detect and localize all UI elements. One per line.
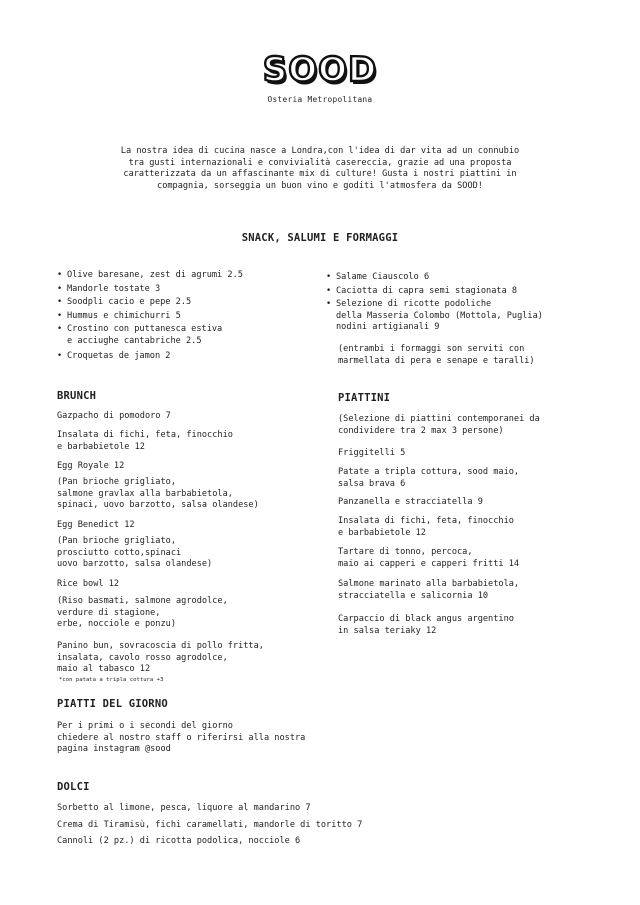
menu-item: Tartare di tonno, percoca, maio ai capperi e capperi fritti 14 <box>338 547 520 569</box>
list-item: • Soodpli cacio e pepe 2.5 <box>57 297 317 309</box>
piatti-del-giorno-title: PIATTI DEL GIORNO <box>57 698 168 710</box>
snack-right-list <box>326 272 596 336</box>
list-item: • Mandorle tostate 3 <box>57 284 317 296</box>
menu-item: (Pan brioche grigliato, prosciutto cotto,spinaci uovo barzotto, salsa olandese) <box>57 536 213 569</box>
menu-item: Crema di Tiramisù, fichi caramellati, mandorle di toritto 7 <box>57 820 363 830</box>
menu-item: Gazpacho di pomodoro 7 <box>57 411 171 421</box>
menu-item: Egg Benedict 12 <box>57 520 135 530</box>
list-item: • Crostino con puttanesca estiva e acciughe cantabriche 2.5 <box>57 324 317 347</box>
menu-item: Insalata di fichi, feta, finocchio e barbabietole 12 <box>338 516 514 538</box>
menu-item: Carpaccio di black angus argentino in salsa teriaky 12 <box>338 614 514 636</box>
menu-item: Insalata di fichi, feta, finocchio e barbabietole 12 <box>57 430 233 452</box>
menu-item: Panino bun, sovracoscia di pollo fritta, insalata, cavolo rosso agrodolce, maio al tabasco 12 <box>57 641 264 674</box>
list-item: • Olive baresane, zest di agrumi 2.5 <box>57 270 317 282</box>
menu-item: Patate a tripla cottura, sood maio, salsa brava 6 <box>338 467 520 489</box>
menu-item: (Pan brioche grigliato, salmone gravlax alla barbabietola, spinaci, uovo barzotto, salsa olandese) <box>57 477 259 510</box>
menu-item: (Riso basmati, salmone agrodolce, verdure di stagione, erbe, nocciole e ponzu) <box>57 596 228 629</box>
menu-item: Panzanella e stracciatella 9 <box>338 497 483 507</box>
snack-section-title: SNACK, SALUMI E FORMAGGI <box>241 232 399 244</box>
dolci-section-title: DOLCI <box>57 781 90 793</box>
menu-item: Sorbetto al limone, pesca, liquore al mandarino 7 <box>57 803 311 813</box>
piattini-section-title: PIATTINI <box>338 392 391 404</box>
menu-item: Rice bowl 12 <box>57 579 120 589</box>
intro-text: La nostra idea di cucina nasce a Londra,con l'idea di dar vita ad un connubio tra gusti internazionali e convivialità casereccia, grazie ad una proposta caratterizzata da un affascinante mix di culture! Gusta i nostri piattini in compagnia, sorseggia un buon vino e goditi l'atmosfera da SOOD! <box>120 146 520 191</box>
list-item: • Caciotta di capra semi stagionata 8 <box>326 286 596 298</box>
list-item: • Salame Ciauscolo 6 <box>326 272 596 284</box>
list-item: • Hummus e chimichurri 5 <box>57 311 317 323</box>
menu-item: Egg Royale 12 <box>57 461 125 471</box>
menu-item: (Selezione di piattini contemporanei da condividere tra 2 max 3 persone) <box>338 414 540 436</box>
piatti-del-giorno-text: Per i primi o i secondi del giorno chiedere al nostro staff o riferirsi alla nostra pagina instagram @sood <box>57 721 306 754</box>
list-item: • Croquetas de jamon 2 <box>57 351 317 363</box>
brand-logo: SOOD <box>262 50 378 90</box>
brunch-section-title: BRUNCH <box>57 390 97 402</box>
menu-item: Friggitelli 5 <box>338 448 406 458</box>
list-item: • Selezione di ricotte podoliche della Masseria Colombo (Mottola, Puglia) nodini artigianali 9 <box>326 299 596 334</box>
snack-cheese-note: (entrambi i formaggi son serviti con marmellata di pera e senape e taralli) <box>338 344 535 366</box>
brunch-footnote: *con patata a tripla cottura +3 <box>59 677 164 683</box>
menu-item: Salmone marinato alla barbabietola, stracciatella e salicornia 10 <box>338 579 520 601</box>
brand-subtitle: Osteria Metropolitana <box>267 95 373 104</box>
snack-left-list <box>57 270 317 365</box>
menu-item: Cannoli (2 pz.) di ricotta podolica, nocciole 6 <box>57 836 301 846</box>
